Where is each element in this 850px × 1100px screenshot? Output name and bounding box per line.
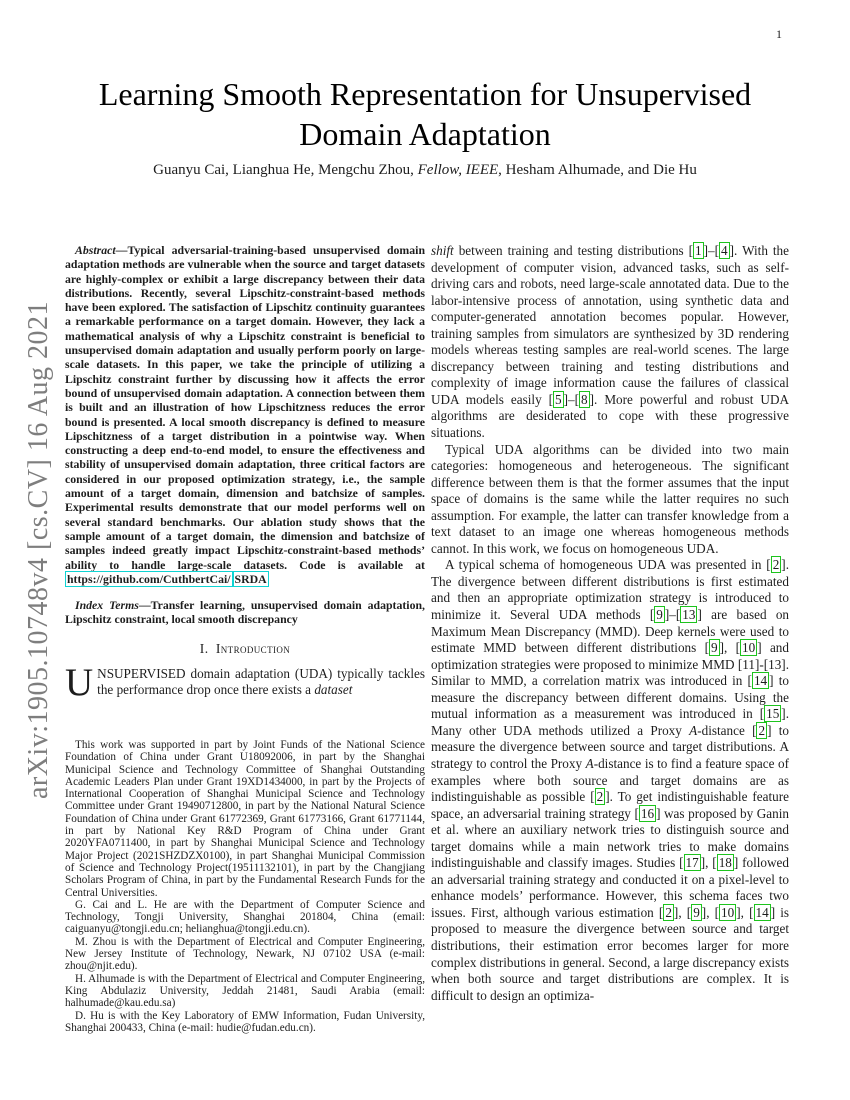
citation-link[interactable]: 9 [656, 607, 663, 623]
footnote-affiliation-cai-he: G. Cai and L. He are with the Department of Computer Science and Technology, Tongji University, Shanghai 201804, China (email: caiguanyu@tongji.edu.cn; helianghua@tongji.edu.cn). [65, 898, 425, 936]
citation-link[interactable]: 13 [682, 607, 696, 623]
footnote-block [65, 739, 425, 1034]
emphasis-text: dataset [314, 682, 353, 698]
body-paragraph: A typical schema of homogeneous UDA was presented in [ 2 ]. The divergence between different distributions is first estimated and then an appropriate optimization strategy is introduced to minimize it. Several UDA methods [ 9 ]–[ 13 ] are based on Maximum Mean Discrepancy (MMD). Deep kernels were used to estimate MMD between different distributions [ 9 ], [ 10 ] and optimization strategies were proposed to minimize MMD [11]-[13]. Similar to MMD, a correlation matrix was introduced in [ 14 ] to measure the discrepancy between different domains. Using the mutual information as a measurement was introduced in [ 15 ]. Many other UDA methods utilized a Proxy A-distance [ 2 ] to measure the divergence between source and target distributions. A strategy to control the Proxy A-distance is to find a feature space of examples where both source and target domains are as indistinguishable as possible [ 2 ]. To get indistinguishable feature space, an adversarial training strategy [ 16 ] was proposed by Ganin et al. where an auxiliary network tries to distinguish source and target domains while a main network tries to make domains indistinguishable and classify images. Studies [ 17 ], [ 18 ] followed an adversarial training strategy and conducted it on a pixel-level to enhance models’ performance. However, this schema faces two issues. First, although various estimation [ 2 ], [ 9 ], [ 10 ], [ 14 ] is proposed to measure the divergence between source and target distributions, their estimation error becomes larger for more complex distributions in general. Second, a large discrepancy exists when both source and target distributions are complex. It is difficult to design an optimiza- [431, 557, 790, 1003]
citation-link[interactable]: 5 [555, 391, 562, 407]
citation-link[interactable]: 14 [755, 904, 769, 920]
citation-link[interactable]: 2 [596, 789, 604, 805]
citation-link[interactable]: 14 [753, 673, 768, 689]
emphasis-text: Abstract [75, 243, 116, 257]
citation-link[interactable]: 1 [695, 243, 702, 258]
section-name: Introduction [215, 640, 291, 656]
emphasis-text: A [689, 722, 698, 738]
emphasis-text: A [585, 755, 594, 771]
citation-link[interactable]: 18 [718, 855, 732, 871]
left-column [65, 243, 425, 704]
paper-title [0, 74, 850, 154]
citation-link[interactable]: 16 [640, 805, 655, 821]
intro-paragraph-text: NSUPERVISED domain adaptation (UDA) typically tackles the performance drop once there exists a dataset [97, 665, 425, 698]
code-repository-link[interactable]: SRDA [234, 571, 267, 586]
citation-link[interactable]: 9 [693, 904, 700, 920]
paper-title-line2: Domain Adaptation [299, 116, 551, 152]
page-number: 1 [776, 27, 782, 41]
body-paragraph: shift between training and testing distributions [ 1 ]–[ 4 ]. With the development of computer vision, advanced tasks, such as self-driving cars and robots, need large-scale annotated data. Due to the labor-intensive process of annotation, using synthetic data and computer-generated annotation becomes popular. However, training samples from simulators are synthesized by 3D rendering models whereas testing samples are real-world scenes. The large discrepancy between training and testing distributions and complexity of image information cause the failures of classical UDA models easily [ 5 ]–[ 8 ]. More powerful and robust UDA algorithms are desiderated to cope with these progressive situations. [431, 243, 789, 441]
footnote-funding: This work was supported in part by Joint Funds of the National Science Foundation of China under Grant U18092006, in part by the Shanghai Municipal Science and Technology Committee of Shanghai Outstanding Academic Leaders Plan under Grant 19XD1434000, in part by the Projects of International Cooperation of Shanghai Municipal Science and Technology Committee under Grant 19490712800, in part by the National Natural Science Foundation of China under Grant 61772369, Grant 61773166, Grant 61771144, in part by National Key R&D Program of China under Grant 2020YFA0711400, in part by Shanghai Municipal Science and Technology Major Project (2021SHZDZX0100), in part Shanghai Municipal Commission of Science and Technology Project(19511132101), in part by the Changjiang Scholars Program of China, in part by the Fundamental Research Funds for the Central Universities. [65, 739, 425, 899]
footnote-affiliation-alhumade: H. Alhumade is with the Department of Electrical and Computer Engineering, King Abdulaziz University, Jeddah 21481, Saudi Arabia (email: halhumade@kau.edu.sa) [65, 972, 425, 1010]
emphasis-text: shift [431, 243, 454, 258]
paper-title-line1: Learning Smooth Representation for Unsupervised [98, 76, 752, 112]
section-number: I. [199, 640, 209, 656]
citation-link[interactable]: 8 [581, 391, 588, 407]
citation-link[interactable]: 4 [721, 243, 728, 258]
emphasis-text: Fellow, IEEE [417, 162, 499, 178]
section-heading-introduction [65, 641, 425, 657]
citation-link[interactable]: 2 [772, 557, 780, 573]
citation-link[interactable]: 9 [711, 640, 718, 656]
intro-paragraph [65, 660, 425, 704]
author-line: Guanyu Cai, Lianghua He, Mengchu Zhou, Fellow, IEEE, Hesham Alhumade, and Die Hu [153, 162, 697, 178]
arxiv-watermark: arXiv:1905.10748v4 [cs.CV] 16 Aug 2021 [23, 300, 54, 800]
body-paragraph: Typical UDA algorithms can be divided into two main categories: homogeneous and heterogeneous. The significant difference between them is that the former assumes that the input space of domains is the same while the latter requires no such assumption. For example, the latter can transfer knowledge from a text dataset to an image one whereas homogeneous methods cannot. In this work, we focus on homogeneous UDA. [431, 441, 789, 556]
abstract-paragraph: Abstract—Typical adversarial-training-based unsupervised domain adaptation methods are vulnerable when the source and target datasets are highly-complex or exhibit a large discrepancy between their data distributions. Recently, several Lipschitz-constraint-based methods have been explored. The satisfaction of Lipschitz continuity guarantees a remarkable performance on a target domain. However, they lack a mathematical analysis of why a Lipschitz constraint is beneficial to unsupervised domain adaptation and usually perform poorly on large-scale datasets. In this paper, we take the principle of utilizing a Lipschitz constraint further by discussing how it affects the error bound of unsupervised domain adaptation. A connection between them is built and an illustration of how Lipschitzness reduces the error bound is presented. A local smooth discrepancy is defined to measure Lipschitzness of a target distribution in a pointwise way. When constructing a deep end-to-end model, to ensure the effectiveness and stability of unsupervised domain adaptation, three critical factors are considered in our proposed optimization strategy, i.e., the sample amount of a target domain, dimension and batchsize of samples. Experimental results demonstrate that our model performs well on several standard benchmarks. Our ablation study shows that the sample amount of a target domain, the dimension and batchsize of samples indeed greatly impact Lipschitz-constraint-based methods’ ability to handle large-scale datasets. Code is available at https://github.com/CuthbertCai/ SRDA [65, 243, 425, 586]
index-terms-paragraph: Index Terms—Transfer learning, unsupervised domain adaptation, Lipschitz constraint, local smooth discrepancy [65, 598, 425, 627]
citation-link[interactable]: 15 [766, 706, 780, 722]
code-repository-link[interactable]: https://github.com/CuthbertCai/ [67, 571, 231, 586]
citation-link[interactable]: 17 [685, 855, 699, 871]
right-column [431, 243, 789, 1004]
drop-cap: U [65, 660, 94, 704]
citation-link[interactable]: 2 [665, 904, 672, 920]
citation-link[interactable]: 10 [742, 640, 756, 656]
citation-link[interactable]: 2 [758, 722, 766, 738]
citation-link[interactable]: 10 [721, 904, 735, 920]
footnote-affiliation-hu: D. Hu is with the Key Laboratory of EMW Information, Fudan University, Shanghai 200433, China (e-mail: hudie@fudan.edu.cn). [65, 1009, 425, 1034]
footnote-affiliation-zhou: M. Zhou is with the Department of Electrical and Computer Engineering, New Jersey Institute of Technology, Newark, NJ 07102 USA (e-mail: zhou@njit.edu). [65, 935, 425, 973]
emphasis-text: Index Terms [75, 598, 139, 613]
